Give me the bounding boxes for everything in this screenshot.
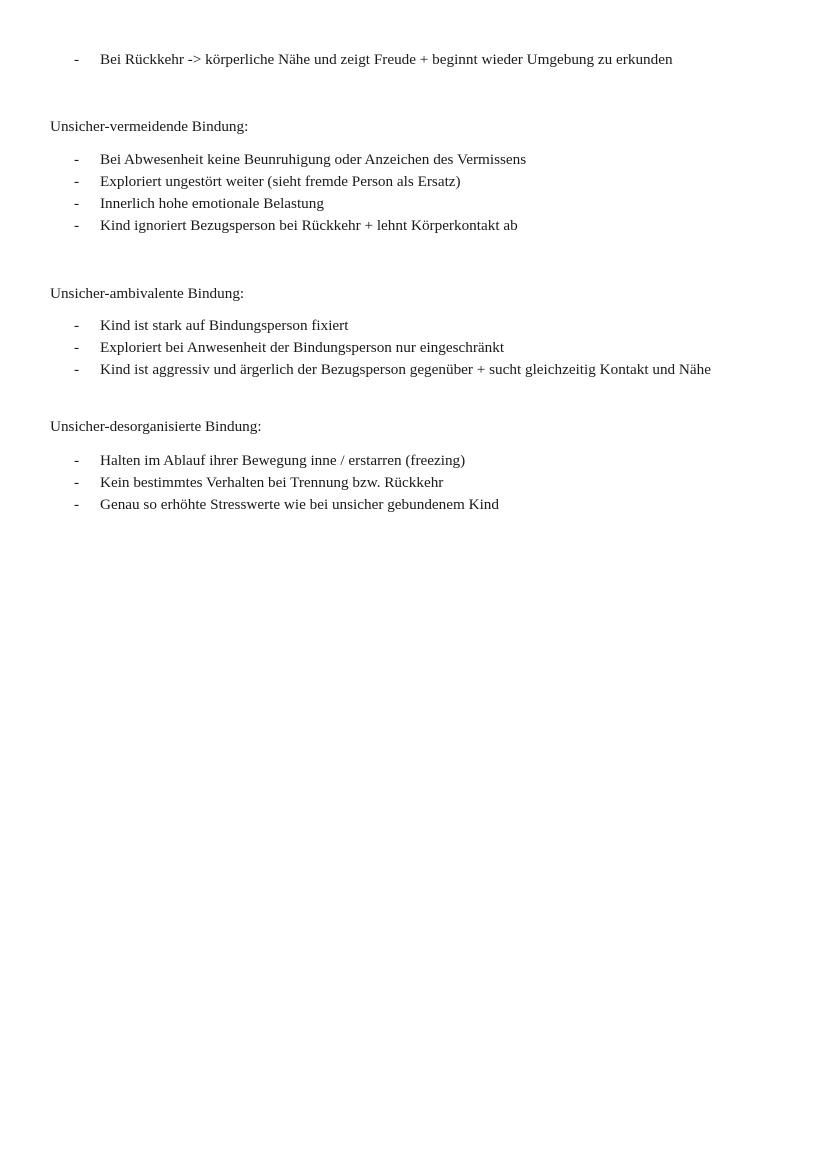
bullet-dash: - — [74, 195, 80, 212]
bullet-dash: - — [74, 496, 80, 513]
section-heading-desorganisiert: Unsicher-desorganisierte Bindung: — [50, 418, 262, 435]
list-item-text: Kind ignoriert Bezugsperson bei Rückkehr + lehnt Körperkontakt ab — [100, 217, 518, 234]
list-item-text: Bei Rückkehr -> körperliche Nähe und zeigt Freude + beginnt wieder Umgebung zu erkunden — [100, 51, 673, 68]
bullet-dash: - — [74, 474, 80, 491]
list-item-text: Halten im Ablauf ihrer Bewegung inne / erstarren (freezing) — [100, 452, 466, 469]
bullet-dash: - — [74, 361, 80, 378]
list-item-text: Kein bestimmtes Verhalten bei Trennung bzw. Rückkehr — [100, 474, 444, 491]
bullet-dash: - — [74, 339, 80, 356]
bullet-dash: - — [74, 217, 80, 234]
list-item-text: Kind ist stark auf Bindungsperson fixiert — [100, 317, 349, 334]
list-item-text: Innerlich hohe emotionale Belastung — [100, 195, 324, 212]
list-item-text: Exploriert bei Anwesenheit der Bindungsperson nur eingeschränkt — [100, 339, 505, 356]
list-item-text: Kind ist aggressiv und ärgerlich der Bezugsperson gegenüber + sucht gleichzeitig Kontakt und Nähe — [100, 361, 711, 378]
section-heading-ambivalent: Unsicher-ambivalente Bindung: — [50, 285, 245, 302]
bullet-dash: - — [74, 452, 80, 469]
bullet-dash: - — [74, 317, 80, 334]
list-item-text: Genau so erhöhte Stresswerte wie bei unsicher gebundenem Kind — [100, 496, 499, 513]
bullet-dash: - — [74, 151, 80, 168]
bullet-dash: - — [74, 51, 80, 68]
section-heading-vermeidend: Unsicher-vermeidende Bindung: — [50, 118, 249, 135]
list-item-text: Exploriert ungestört weiter (sieht fremde Person als Ersatz) — [100, 173, 461, 190]
bullet-dash: - — [74, 173, 80, 190]
list-item-text: Bei Abwesenheit keine Beunruhigung oder Anzeichen des Vermissens — [100, 151, 527, 168]
